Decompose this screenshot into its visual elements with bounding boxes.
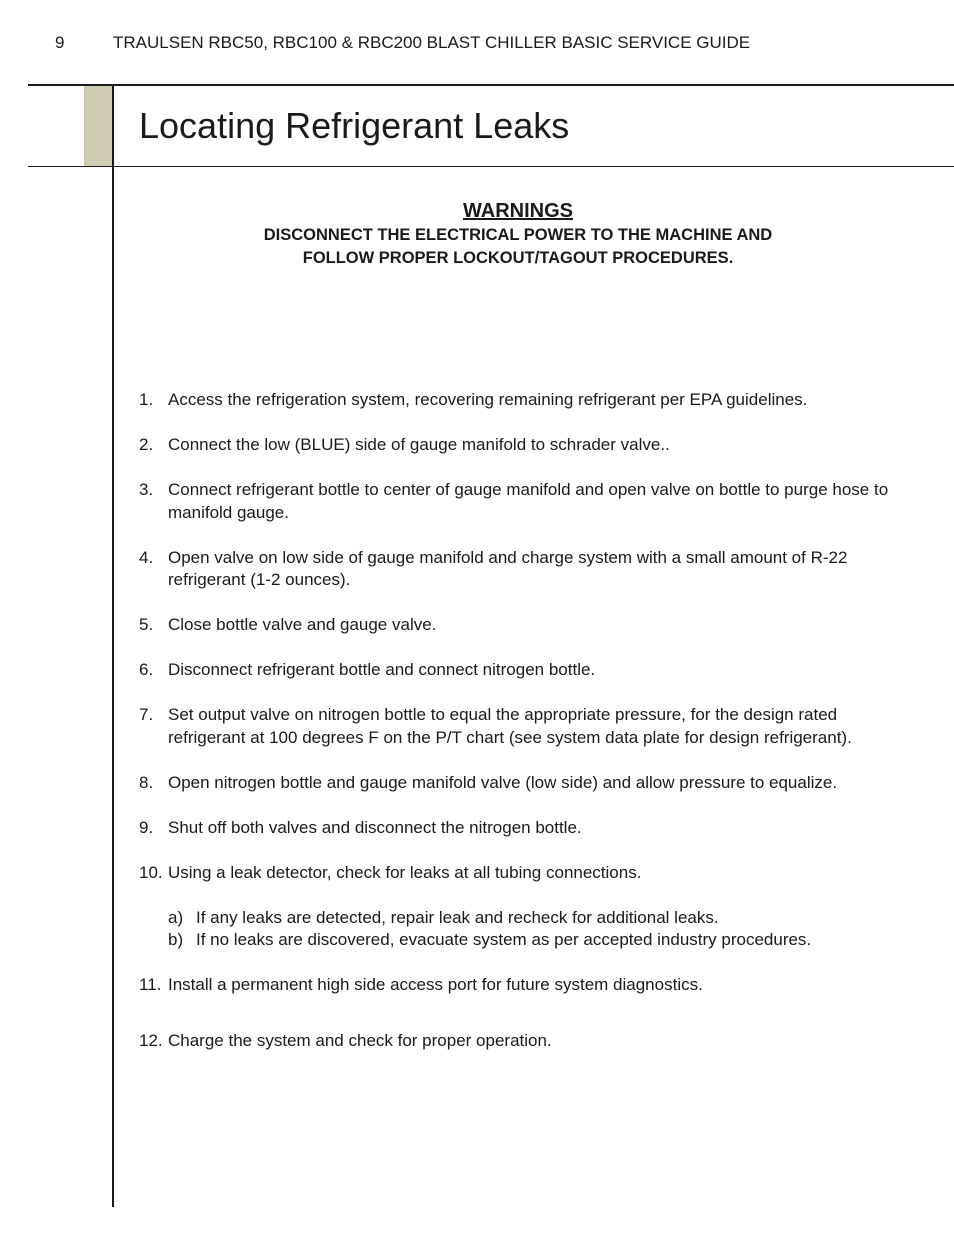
section-title: Locating Refrigerant Leaks [139, 105, 570, 146]
step-item [139, 974, 909, 997]
step-number: 4. [139, 547, 154, 567]
step-item [139, 772, 909, 795]
step-item [139, 547, 909, 592]
step-text: Close bottle valve and gauge valve. [168, 615, 437, 634]
step-text: Using a leak detector, check for leaks at all tubing connections. [168, 862, 642, 882]
step-item [139, 389, 909, 412]
step-number: 9. [139, 817, 154, 837]
header-bottom-rule [28, 166, 954, 167]
step-number: 12. [139, 1030, 163, 1050]
step-item [139, 614, 909, 637]
step-item [139, 1030, 909, 1053]
step-text: Shut off both valves and disconnect the nitrogen bottle. [168, 817, 582, 837]
step-item [139, 817, 909, 840]
guide-title: TRAULSEN RBC50, RBC100 & RBC200 BLAST CHILLER BASIC SERVICE GUIDE [113, 33, 751, 52]
step-text: Connect the low (BLUE) side of gauge manifold to schrader valve.. [168, 435, 670, 454]
step-text: Access the refrigeration system, recovering remaining refrigerant per EPA guidelines. [168, 390, 808, 409]
step-number: 7. [139, 705, 154, 724]
step-number: 5. [139, 615, 154, 634]
step-item [139, 659, 909, 682]
substep-marker: b) [168, 930, 184, 949]
step-text: Charge the system and check for proper operation. [168, 1030, 552, 1050]
step-item [139, 704, 909, 749]
page-number: 9 [55, 33, 65, 52]
header-top-rule [28, 84, 954, 86]
step-number: 2. [139, 435, 154, 454]
step-text: Disconnect refrigerant bottle and connect nitrogen bottle. [168, 660, 596, 679]
step-item [139, 434, 909, 457]
warnings-block [160, 198, 876, 270]
warnings-heading: WARNINGS [463, 200, 573, 222]
substep-text: If any leaks are detected, repair leak and recheck for additional leaks. [196, 907, 719, 927]
step-item [139, 862, 909, 952]
running-header [0, 32, 954, 54]
step-text: Open nitrogen bottle and gauge manifold valve (low side) and allow pressure to equalize. [168, 772, 838, 792]
warnings-line-2: FOLLOW PROPER LOCKOUT/TAGOUT PROCEDURES. [302, 249, 734, 267]
step-text: Open valve on low side of gauge manifold and charge system with a small amount of R-22 refrigerant (1-2 ounces). [168, 547, 848, 589]
step-text: Set output valve on nitrogen bottle to equal the appropriate pressure, for the design rated refrigerant at 100 degrees F on the P/T chart (see system data plate for design refrigerant). [168, 705, 852, 747]
step-item [139, 479, 909, 524]
substep-marker: a) [168, 907, 184, 927]
step-number: 6. [139, 660, 154, 679]
margin-vertical-rule [112, 86, 114, 1207]
step-text: Install a permanent high side access port for future system diagnostics. [168, 975, 703, 994]
section-accent-tab [84, 86, 112, 166]
step-text: Connect refrigerant bottle to center of gauge manifold and open valve on bottle to purge hose to manifold gauge. [168, 480, 889, 522]
warnings-line-1: DISCONNECT THE ELECTRICAL POWER TO THE MACHINE AND [263, 226, 773, 244]
step-number: 8. [139, 772, 154, 792]
substep-item [168, 929, 909, 952]
substep-text: If no leaks are discovered, evacuate system as per accepted industry procedures. [196, 930, 812, 949]
step-number: 3. [139, 480, 154, 499]
step-number: 11. [139, 975, 162, 994]
step-number: 1. [139, 390, 154, 409]
substep-item [168, 907, 909, 930]
substep-list [168, 907, 909, 952]
step-number: 10. [139, 862, 163, 882]
procedure-steps [139, 389, 909, 1075]
